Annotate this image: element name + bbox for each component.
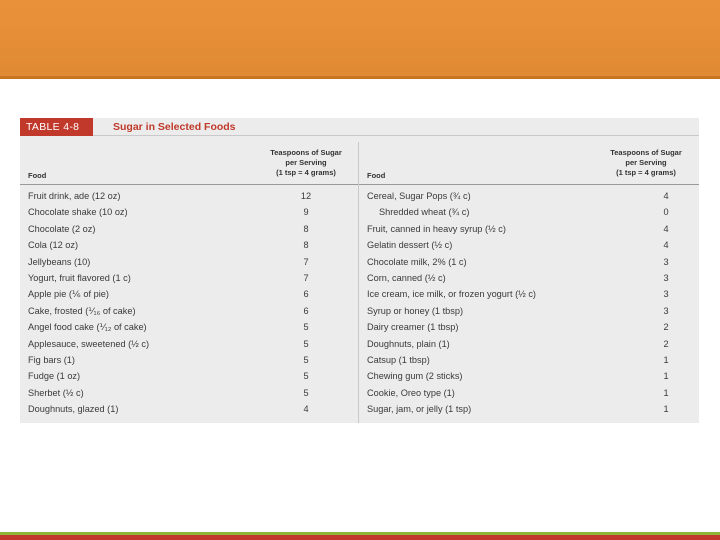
teaspoons-cell: 5 <box>303 354 309 365</box>
teaspoons-cell: 12 <box>300 191 312 201</box>
table-row <box>28 191 353 207</box>
table-number-tag: TABLE 4-8 <box>20 118 93 136</box>
table-row <box>28 207 353 223</box>
right-tsp-header-line1: Teaspoons of Sugar <box>610 148 682 157</box>
food-cell: Corn, canned (½ c) <box>367 272 446 283</box>
teaspoons-cell: 5 <box>303 322 309 333</box>
right-header-rule <box>359 184 699 185</box>
table-row <box>367 191 695 207</box>
food-cell: Sugar, jam, or jelly (1 tsp) <box>367 404 472 415</box>
table-title: Sugar in Selected Foods <box>113 121 236 133</box>
table-row <box>367 207 695 223</box>
teaspoons-cell: 1 <box>663 404 669 415</box>
table-row <box>367 339 695 355</box>
table-row <box>367 289 695 305</box>
teaspoons-cell: 1 <box>663 371 669 382</box>
table-title-row <box>20 118 699 136</box>
table-row <box>367 404 695 420</box>
food-cell: Yogurt, fruit flavored (1 c) <box>28 272 131 283</box>
food-cell: Fudge (1 oz) <box>28 371 81 382</box>
food-cell: Fruit, canned in heavy syrup (½ c) <box>367 223 506 234</box>
food-cell: Sherbet (½ c) <box>28 387 84 398</box>
teaspoons-cell: 5 <box>303 371 309 382</box>
table-row <box>28 289 353 305</box>
table-row <box>28 257 353 273</box>
food-cell: Cereal, Sugar Pops (¾ c) <box>367 191 471 201</box>
food-cell: Cookie, Oreo type (1) <box>367 387 455 398</box>
food-cell: Chocolate milk, 2% (1 c) <box>367 256 467 267</box>
food-cell: Jellybeans (10) <box>28 256 91 267</box>
header-banner <box>0 0 720 79</box>
food-cell: Fruit drink, ade (12 oz) <box>28 191 121 201</box>
table-row <box>367 306 695 322</box>
right-teaspoons-header <box>591 148 701 178</box>
footer-red-stripe <box>0 535 720 540</box>
food-cell: Doughnuts, glazed (1) <box>28 404 119 415</box>
teaspoons-cell: 3 <box>663 305 669 316</box>
teaspoons-cell: 2 <box>663 338 669 349</box>
food-cell: Gelatin dessert (½ c) <box>367 240 453 251</box>
left-tsp-header-line2: per Serving <box>285 158 327 167</box>
food-cell: Cake, frosted (⅟₁₆ of cake) <box>28 305 136 316</box>
table-row <box>28 306 353 322</box>
table-row <box>367 240 695 256</box>
table-row <box>28 322 353 338</box>
left-tsp-header-line3: (1 tsp = 4 grams) <box>276 168 336 177</box>
table-row <box>367 388 695 404</box>
right-tsp-header-line2: per Serving <box>625 158 667 167</box>
food-cell: Apple pie (⅙ of pie) <box>28 289 109 300</box>
table-row <box>28 388 353 404</box>
table-row <box>367 355 695 371</box>
teaspoons-cell: 3 <box>663 289 669 300</box>
table-row <box>367 257 695 273</box>
right-rows <box>367 191 695 420</box>
left-tsp-header-line1: Teaspoons of Sugar <box>270 148 342 157</box>
right-food-header: Food <box>367 171 386 180</box>
food-cell: Fig bars (1) <box>28 354 75 365</box>
table-row <box>28 404 353 420</box>
teaspoons-cell: 6 <box>303 305 309 316</box>
teaspoons-cell: 1 <box>663 387 669 398</box>
table-row <box>28 240 353 256</box>
teaspoons-cell: 0 <box>663 207 669 218</box>
title-divider <box>93 135 699 136</box>
teaspoons-cell: 9 <box>303 207 309 218</box>
food-cell: Chocolate (2 oz) <box>28 223 96 234</box>
table-row <box>367 273 695 289</box>
food-cell: Syrup or honey (1 tbsp) <box>367 305 464 316</box>
teaspoons-cell: 5 <box>303 387 309 398</box>
table-row <box>28 371 353 387</box>
teaspoons-cell: 4 <box>663 223 669 234</box>
food-cell: Applesauce, sweetened (½ c) <box>28 338 150 349</box>
teaspoons-cell: 2 <box>663 322 669 333</box>
right-tsp-header-line3: (1 tsp = 4 grams) <box>616 168 676 177</box>
teaspoons-cell: 4 <box>663 191 669 201</box>
teaspoons-cell: 6 <box>303 289 309 300</box>
food-cell: Ice cream, ice milk, or frozen yogurt (½ c) <box>367 289 536 300</box>
food-cell: Shredded wheat (¾ c) <box>379 207 470 218</box>
food-cell: Angel food cake (⅟₁₂ of cake) <box>28 322 147 333</box>
teaspoons-cell: 4 <box>663 240 669 251</box>
left-teaspoons-header <box>251 148 361 178</box>
teaspoons-cell: 1 <box>663 354 669 365</box>
sugar-table <box>20 118 699 423</box>
table-row <box>367 371 695 387</box>
food-cell: Chocolate shake (10 oz) <box>28 207 128 218</box>
teaspoons-cell: 8 <box>303 240 309 251</box>
table-row <box>28 355 353 371</box>
left-rows <box>28 191 353 420</box>
table-row <box>28 273 353 289</box>
table-row <box>367 224 695 240</box>
teaspoons-cell: 7 <box>303 272 309 283</box>
teaspoons-cell: 5 <box>303 338 309 349</box>
column-divider <box>358 142 359 423</box>
left-header-rule <box>20 184 358 185</box>
teaspoons-cell: 3 <box>663 272 669 283</box>
food-cell: Chewing gum (2 sticks) <box>367 371 463 382</box>
food-cell: Dairy creamer (1 tbsp) <box>367 322 459 333</box>
teaspoons-cell: 3 <box>663 256 669 267</box>
table-row <box>367 322 695 338</box>
teaspoons-cell: 7 <box>303 256 309 267</box>
left-food-header: Food <box>28 171 47 180</box>
food-cell: Cola (12 oz) <box>28 240 79 251</box>
teaspoons-cell: 8 <box>303 223 309 234</box>
food-cell: Catsup (1 tbsp) <box>367 354 430 365</box>
table-row <box>28 224 353 240</box>
table-row <box>28 339 353 355</box>
teaspoons-cell: 4 <box>303 404 309 415</box>
food-cell: Doughnuts, plain (1) <box>367 338 450 349</box>
